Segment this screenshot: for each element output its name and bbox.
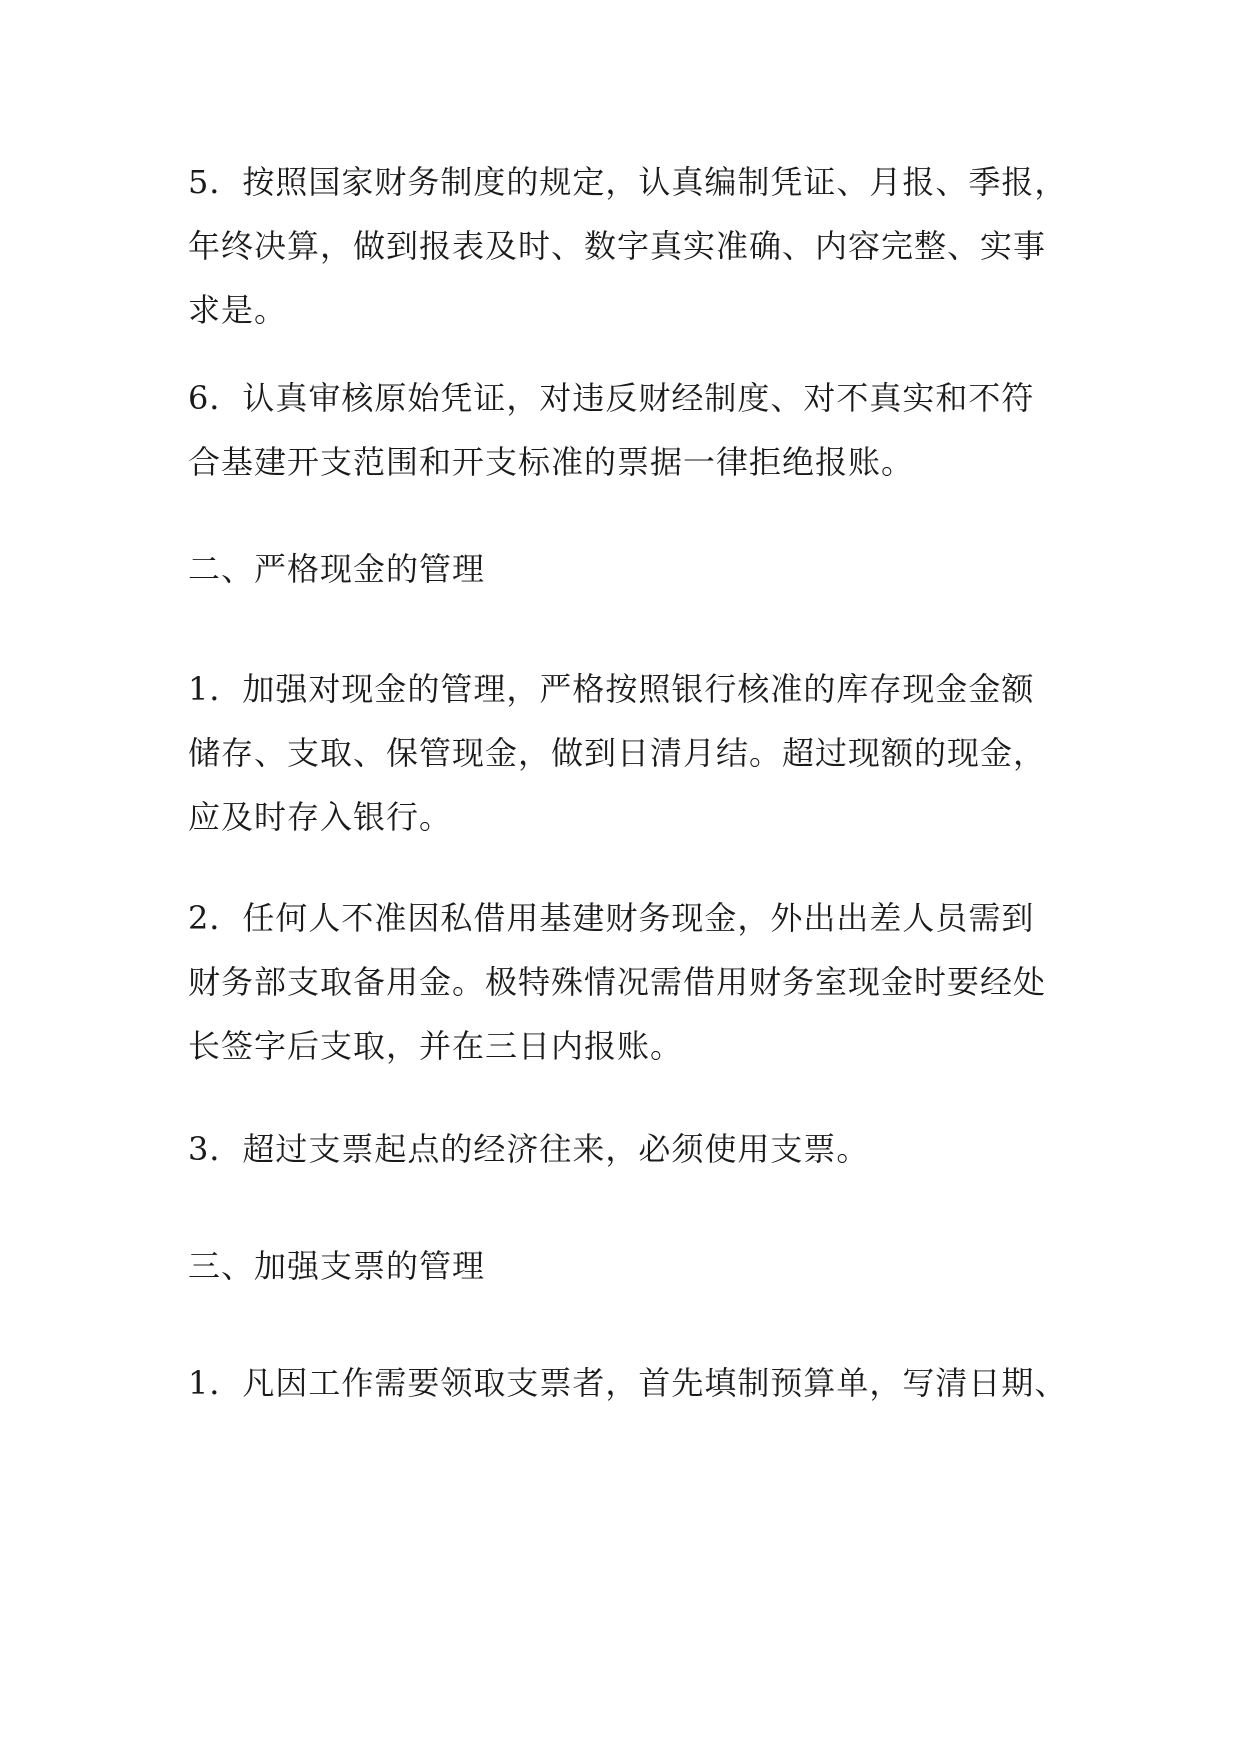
- paragraph-item-6: [188, 366, 1068, 494]
- paragraph-cash-2: [188, 886, 1068, 1078]
- text-line: 年终决算，做到报表及时、数字真实准确、内容完整、实事: [188, 227, 1047, 265]
- paragraph-cash-1: [188, 657, 1068, 849]
- text-line: 6．认真审核原始凭证，对违反财经制度、对不真实和不符: [188, 379, 1035, 417]
- text-line: 1．凡因工作需要领取支票者，首先填制预算单，写清日期、: [188, 1364, 1068, 1402]
- text-line: 应及时存入银行。: [188, 798, 453, 836]
- text-line: 长签字后支取，并在三日内报账。: [188, 1027, 684, 1065]
- paragraph-cash-3: [188, 1117, 1068, 1181]
- text-line: 合基建开支范围和开支标准的票据一律拒绝报账。: [188, 443, 915, 481]
- paragraph-item-5: [188, 150, 1068, 342]
- text-line: 1．加强对现金的管理，严格按照银行核准的库存现金金额: [188, 670, 1035, 708]
- paragraph-cheque-1: [188, 1351, 1068, 1415]
- section-heading-cash: 二、严格现金的管理: [188, 550, 486, 588]
- section-heading-cheque: 三、加强支票的管理: [188, 1247, 486, 1285]
- text-line: 求是。: [188, 291, 288, 329]
- text-line: 3．超过支票起点的经济往来，必须使用支票。: [188, 1130, 870, 1168]
- text-line: 财务部支取备用金。极特殊情况需借用财务室现金时要经处: [188, 963, 1047, 1001]
- text-line: 储存、支取、保管现金，做到日清月结。超过现额的现金，: [188, 734, 1047, 772]
- text-line: 2．任何人不准因私借用基建财务现金，外出出差人员需到: [188, 899, 1035, 937]
- text-line: 5．按照国家财务制度的规定，认真编制凭证、月报、季报，: [188, 163, 1068, 201]
